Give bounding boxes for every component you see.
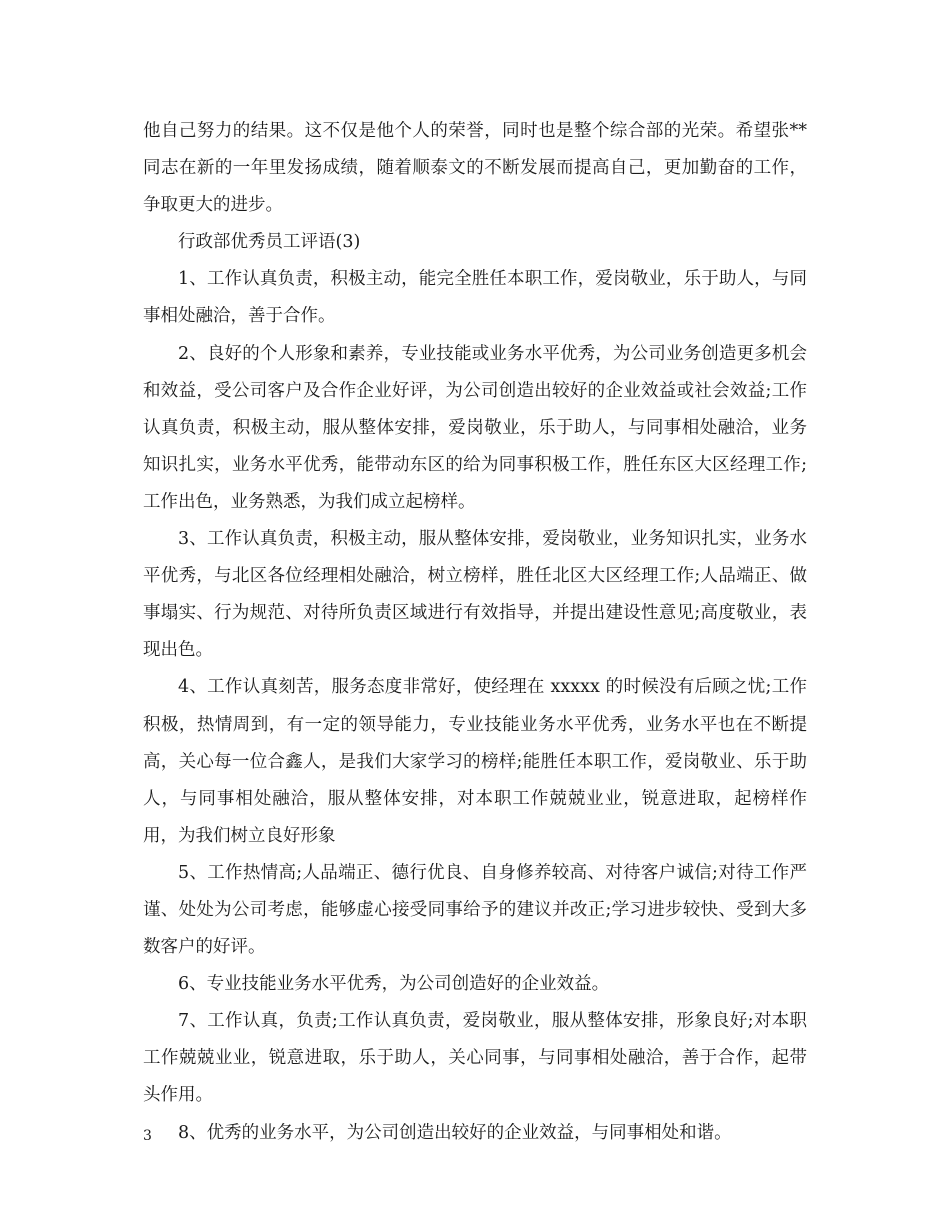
paragraph-item-5: 5、工作热情高;人品端正、德行优良、自身修养较高、对待客户诚信;对待工作严谨、处处为公司考虑，能够虚心接受同事给予的建议并改正;学习进步较快、受到大多数客户的好评。	[143, 862, 807, 958]
section-heading: 行政部优秀员工评语(3)	[178, 232, 361, 253]
paragraph-item-1: 1、工作认真负责，积极主动，能完全胜任本职工作，爱岗敬业，乐于助人，与同事相处融洽，善于合作。	[143, 269, 807, 327]
paragraph-item-4: 4、工作认真刻苦，服务态度非常好，使经理在 xxxxx 的时候没有后顾之忧;工作积极，热情周到，有一定的领导能力，专业技能业务水平优秀，业务水平也在不断提高，关心每一位合鑫人，是我们大家学习的榜样;能胜任本职工作，爱岗敬业、乐于助人，与同事相处融洽，服从整体安排，对本职工作兢兢业业，锐意进取，起榜样作用，为我们树立良好形象	[143, 677, 807, 846]
paragraph-item-8: 8、优秀的业务水平，为公司创造出较好的企业效益，与同事相处和谐。	[178, 1122, 732, 1143]
document-body	[143, 113, 807, 1152]
page-number: 3	[143, 1128, 152, 1144]
paragraph-item-3: 3、工作认真负责，积极主动，服从整体安排，爱岗敬业，业务知识扎实，业务水平优秀，与北区各位经理相处融洽，树立榜样，胜任北区大区经理工作;人品端正、做事塌实、行为规范、对待所负责区域进行有效指导，并提出建设性意见;高度敬业，表现出色。	[143, 529, 807, 661]
paragraph-item-2: 2、良好的个人形象和素养，专业技能或业务水平优秀，为公司业务创造更多机会和效益，受公司客户及合作企业好评，为公司创造出较好的企业效益或社会效益;工作认真负责，积极主动，服从整体安排，爱岗敬业，乐于助人，与同事相处融洽，业务知识扎实，业务水平优秀，能带动东区的给为同事积极工作，胜任东区大区经理工作;工作出色，业务熟悉，为我们成立起榜样。	[143, 343, 807, 512]
paragraph-item-6: 6、专业技能业务水平优秀，为公司创造好的企业效益。	[178, 974, 610, 995]
paragraph-item-7: 7、工作认真，负责;工作认真负责，爱岗敬业，服从整体安排，形象良好;对本职工作兢兢业业，锐意进取，乐于助人，关心同事，与同事相处融洽，善于合作，起带头作用。	[143, 1011, 807, 1106]
paragraph-continuation: 他自己努力的结果。这不仅是他个人的荣誉，同时也是整个综合部的光荣。希望张**同志在新的一年里发扬成绩，随着顺泰文的不断发展而提高自己，更加勤奋的工作，争取更大的进步。	[143, 121, 807, 216]
